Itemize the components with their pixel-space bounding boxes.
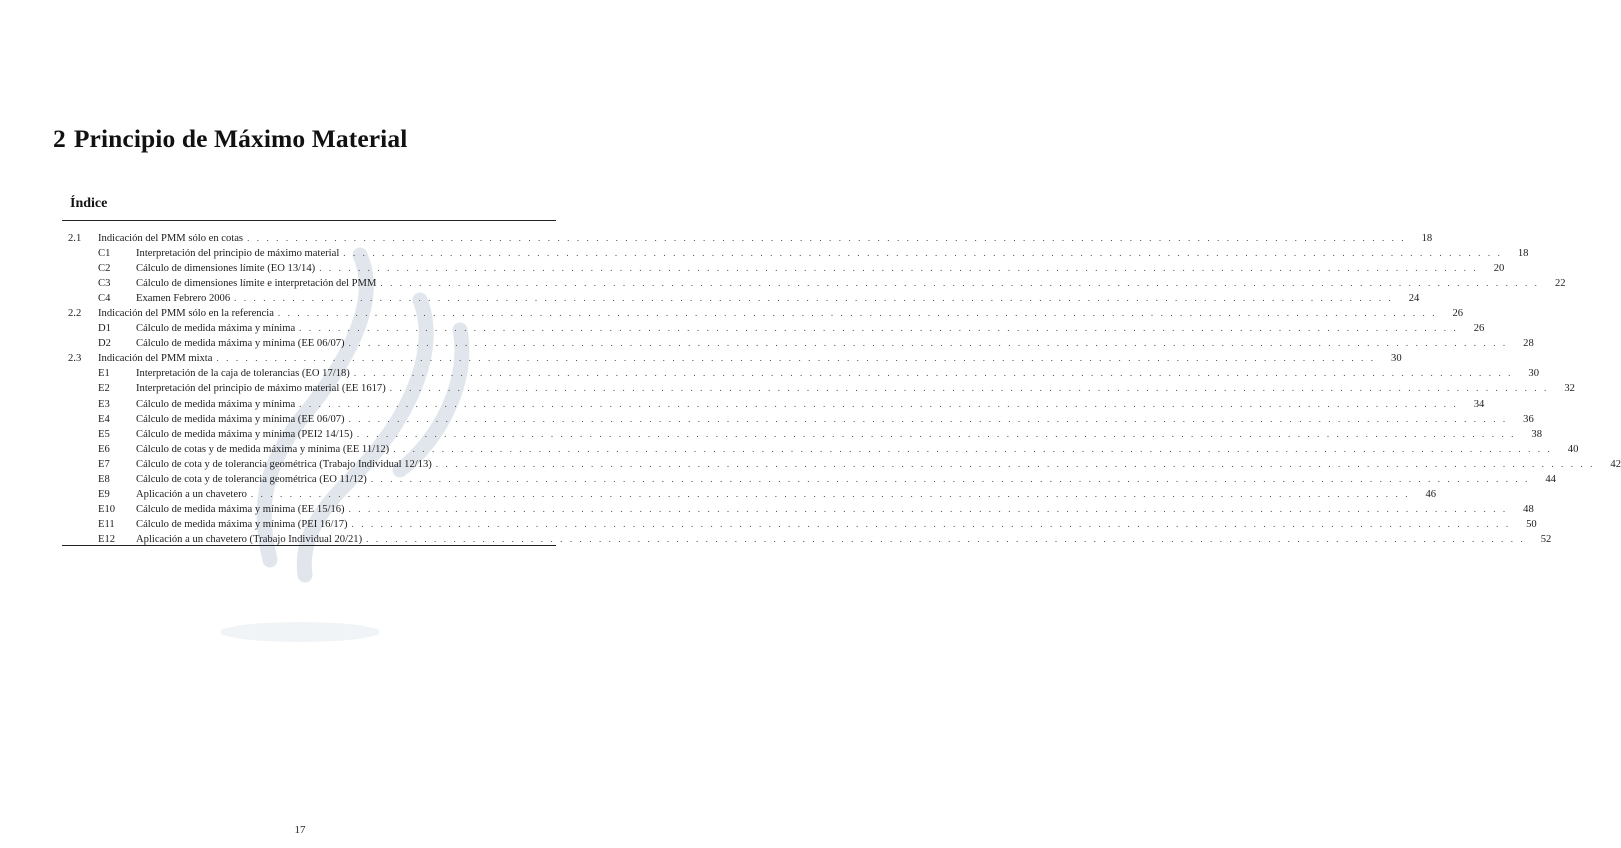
toc-entry-title: Cálculo de cota y de tolerancia geométrica (Trabajo Individual 12/13): [136, 458, 432, 470]
toc-entry-label: E9: [98, 488, 110, 500]
toc-section-number: 2.1: [68, 233, 82, 244]
toc-dot-leader: . . . . . . . . . . . . . . . . . . . . . . . . . . . . . . . . . . . . . . . . . . . . . . . . . . . . . . . . . . . . . . . . . . . . . . . . . . . . . . . . . . . . . . . . . . . . . . . . . . . . . . . . . . . . . . . . . . . . . . . .: [247, 233, 1407, 243]
toc-section[interactable]: [62, 351, 1402, 366]
toc-dot-leader: . . . . . . . . . . . . . . . . . . . . . . . . . . . . . . . . . . . . . . . . . . . . . . . . . . . . . . . . . . . . . . . . . . . . . . . . . . . . . . . . . . . . . . . . . . . . . . . . . . . . . . . . . . . . . . . . . . . . . . . .: [366, 533, 1526, 544]
toc-entry[interactable]: [62, 397, 1485, 412]
toc-page-number: 26: [1473, 323, 1485, 335]
toc-entry-title: Cálculo de medida máxima y mínima (PEI 16/17): [136, 518, 348, 530]
toc-entry-label: E11: [98, 518, 115, 530]
toc-dot-leader: . . . . . . . . . . . . . . . . . . . . . . . . . . . . . . . . . . . . . . . . . . . . . . . . . . . . . . . . . . . . . . . . . . . . . . . . . . . . . . . . . . . . . . . . . . . . . . . . . . . . . . . . . . . . . . . . . . . . . . . .: [343, 248, 1503, 259]
table-top-rule: [62, 220, 556, 221]
toc-entry-label: E4: [98, 413, 110, 425]
toc-entry-title: Cálculo de cota y de tolerancia geométrica (EO 11/12): [136, 473, 367, 485]
toc-entry-label: D2: [98, 338, 111, 350]
toc-dot-leader: . . . . . . . . . . . . . . . . . . . . . . . . . . . . . . . . . . . . . . . . . . . . . . . . . . . . . . . . . . . . . . . . . . . . . . . . . . . . . . . . . . . . . . . . . . . . . . . . . . . . . . . . . . . . . . . . . . . . . . . .: [319, 263, 1479, 274]
toc-entry[interactable]: [62, 321, 1485, 336]
toc-dot-leader: . . . . . . . . . . . . . . . . . . . . . . . . . . . . . . . . . . . . . . . . . . . . . . . . . . . . . . . . . . . . . . . . . . . . . . . . . . . . . . . . . . . . . . . . . . . . . . . . . . . . . . . . . . . . . . . . . . . . . . . .: [348, 503, 1508, 514]
toc-entry[interactable]: [62, 457, 1621, 472]
toc-section[interactable]: [62, 231, 1433, 246]
toc-entry-title: Cálculo de medida máxima y mínima (EE 15/16): [136, 503, 345, 515]
toc-entry[interactable]: [62, 427, 1542, 442]
toc-dot-leader: . . . . . . . . . . . . . . . . . . . . . . . . . . . . . . . . . . . . . . . . . . . . . . . . . . . . . . . . . . . . . . . . . . . . . . . . . . . . . . . . . . . . . . . . . . . . . . . . . . . . . . . . . . . . . . . . . . . . . . . .: [299, 323, 1459, 334]
toc-entry-label: E1: [98, 368, 110, 380]
toc-dot-leader: . . . . . . . . . . . . . . . . . . . . . . . . . . . . . . . . . . . . . . . . . . . . . . . . . . . . . . . . . . . . . . . . . . . . . . . . . . . . . . . . . . . . . . . . . . . . . . . . . . . . . . . . . . . . . . . . . . . . . . . .: [370, 473, 1530, 484]
watermark-shadow: [220, 622, 380, 642]
toc-entry-title: Cálculo de dimensiones límite (EO 13/14): [136, 263, 316, 275]
toc-entry-title: Cálculo de cotas y de medida máxima y mínima (EE 11/12): [136, 443, 390, 455]
toc-entry-title: Examen Febrero 2006: [136, 293, 231, 305]
toc-page-number: 36: [1523, 413, 1534, 425]
toc-section[interactable]: [62, 306, 1464, 321]
toc-entry-label: E10: [98, 503, 116, 515]
toc-entry-title: Indicación del PMM sólo en cotas: [98, 233, 244, 244]
toc-entry-label: E8: [98, 473, 110, 485]
toc-entry-title: Indicación del PMM sólo en la referencia: [98, 308, 274, 320]
toc-entry[interactable]: [62, 472, 1556, 487]
toc-entry-label: E3: [98, 398, 110, 410]
toc-page-number: 46: [1425, 488, 1437, 500]
toc-dot-leader: . . . . . . . . . . . . . . . . . . . . . . . . . . . . . . . . . . . . . . . . . . . . . . . . . . . . . . . . . . . . . . . . . . . . . . . . . . . . . . . . . . . . . . . . . . . . . . . . . . . . . . . . . . . . . . . . . . . . . . . .: [216, 353, 1376, 364]
toc-entry-title: Cálculo de medida máxima y mínima (PEI2 14/15): [136, 428, 353, 440]
toc-entry[interactable]: [62, 336, 1534, 351]
toc-page-number: 20: [1493, 263, 1505, 275]
toc-dot-leader: . . . . . . . . . . . . . . . . . . . . . . . . . . . . . . . . . . . . . . . . . . . . . . . . . . . . . . . . . . . . . . . . . . . . . . . . . . . . . . . . . . . . . . . . . . . . . . . . . . . . . . . . . . . . . . . . . . . . . . . .: [250, 488, 1411, 499]
toc-page-number: 30: [1528, 368, 1539, 380]
toc-entry-label: E2: [98, 383, 110, 395]
toc-dot-leader: . . . . . . . . . . . . . . . . . . . . . . . . . . . . . . . . . . . . . . . . . . . . . . . . . . . . . . . . . . . . . . . . . . . . . . . . . . . . . . . . . . . . . . . . . . . . . . . . . . . . . . . . . . . . . . . . . . . . . . . .: [348, 338, 1508, 349]
toc-entry-title: Interpretación de la caja de tolerancias (EO 17/18): [136, 368, 350, 380]
toc-entry-title: Interpretación del principio de máximo material (EE 1617): [136, 383, 386, 395]
toc-entry-label: E5: [98, 428, 110, 440]
index-heading: Índice: [70, 196, 108, 211]
toc-entry-title: Cálculo de dimensiones límite e interpretación del PMM: [136, 278, 377, 290]
toc-page-number: 22: [1554, 278, 1566, 290]
toc-dot-leader: . . . . . . . . . . . . . . . . . . . . . . . . . . . . . . . . . . . . . . . . . . . . . . . . . . . . . . . . . . . . . . . . . . . . . . . . . . . . . . . . . . . . . . . . . . . . . . . . . . . . . . . . . . . . . . . . . . . . . . . .: [277, 308, 1438, 319]
toc-page-number: 50: [1526, 518, 1537, 530]
toc-dot-leader: . . . . . . . . . . . . . . . . . . . . . . . . . . . . . . . . . . . . . . . . . . . . . . . . . . . . . . . . . . . . . . . . . . . . . . . . . . . . . . . . . . . . . . . . . . . . . . . . . . . . . . . . . . . . . . . . . . . . . . . .: [353, 368, 1513, 379]
toc-entry[interactable]: [62, 366, 1539, 381]
toc-page-number: 26: [1452, 308, 1464, 320]
toc-dot-leader: . . . . . . . . . . . . . . . . . . . . . . . . . . . . . . . . . . . . . . . . . . . . . . . . . . . . . . . . . . . . . . . . . . . . . . . . . . . . . . . . . . . . . . . . . . . . . . . . . . . . . . . . . . . . . . . . . . . . . . . .: [393, 443, 1553, 454]
toc-entry-title: Aplicación a un chavetero: [136, 488, 247, 500]
chapter-title: [53, 124, 407, 154]
toc-entry-title: Cálculo de medida máxima y mínima: [136, 323, 296, 335]
toc-section-number: 2.2: [68, 308, 82, 320]
toc-entry-title: Interpretación del principio de máximo material: [136, 248, 340, 260]
toc-dot-leader: . . . . . . . . . . . . . . . . . . . . . . . . . . . . . . . . . . . . . . . . . . . . . . . . . . . . . . . . . . . . . . . . . . . . . . . . . . . . . . . . . . . . . . . . . . . . . . . . . . . . . . . . . . . . . . . . . . . . . . . .: [299, 398, 1459, 409]
toc-page-number: 32: [1564, 383, 1575, 395]
chapter-number: 2: [53, 124, 66, 153]
table-of-contents: [62, 231, 1621, 547]
toc-entry-label: D1: [98, 323, 111, 335]
toc-page-number: 52: [1540, 533, 1552, 545]
toc-page-number: 18: [1517, 248, 1529, 260]
toc-dot-leader: . . . . . . . . . . . . . . . . . . . . . . . . . . . . . . . . . . . . . . . . . . . . . . . . . . . . . . . . . . . . . . . . . . . . . . . . . . . . . . . . . . . . . . . . . . . . . . . . . . . . . . . . . . . . . . . . . . . . . . . .: [435, 458, 1595, 469]
toc-entry-label: C3: [98, 278, 111, 290]
toc-page-number: 34: [1473, 398, 1485, 410]
toc-page-number: 30: [1391, 353, 1402, 365]
toc-entry-label: C1: [98, 248, 111, 260]
chapter-title-text: Principio de Máximo Material: [73, 124, 408, 153]
toc-entry-label: E7: [98, 458, 110, 470]
toc-dot-leader: . . . . . . . . . . . . . . . . . . . . . . . . . . . . . . . . . . . . . . . . . . . . . . . . . . . . . . . . . . . . . . . . . . . . . . . . . . . . . . . . . . . . . . . . . . . . . . . . . . . . . . . . . . . . . . . . . . . . . . . .: [389, 383, 1549, 394]
toc-page-number: 48: [1523, 503, 1534, 515]
toc-page-number: 40: [1567, 443, 1579, 455]
toc-entry-label: E6: [98, 443, 110, 455]
toc-dot-leader: . . . . . . . . . . . . . . . . . . . . . . . . . . . . . . . . . . . . . . . . . . . . . . . . . . . . . . . . . . . . . . . . . . . . . . . . . . . . . . . . . . . . . . . . . . . . . . . . . . . . . . . . . . . . . . . . . . . . . . . .: [234, 293, 1394, 304]
toc-entry-label: E12: [98, 533, 116, 545]
toc-entry[interactable]: [62, 412, 1534, 427]
toc-entry[interactable]: [62, 246, 1529, 261]
toc-dot-leader: . . . . . . . . . . . . . . . . . . . . . . . . . . . . . . . . . . . . . . . . . . . . . . . . . . . . . . . . . . . . . . . . . . . . . . . . . . . . . . . . . . . . . . . . . . . . . . . . . . . . . . . . . . . . . . . . . . . . . . . .: [380, 278, 1540, 289]
toc-entry[interactable]: [62, 276, 1566, 291]
toc-entry-title: Cálculo de medida máxima y mínima (EE 06/07): [136, 338, 345, 350]
toc-entry[interactable]: [62, 502, 1534, 517]
toc-page-number: 24: [1408, 293, 1420, 305]
toc-entry[interactable]: [62, 517, 1537, 532]
toc-entry-label: C4: [98, 293, 111, 305]
toc-entry-title: Indicación del PMM mixta: [98, 353, 213, 365]
toc-entry[interactable]: [62, 487, 1437, 502]
toc-dot-leader: . . . . . . . . . . . . . . . . . . . . . . . . . . . . . . . . . . . . . . . . . . . . . . . . . . . . . . . . . . . . . . . . . . . . . . . . . . . . . . . . . . . . . . . . . . . . . . . . . . . . . . . . . . . . . . . . . . . . . . . .: [351, 518, 1511, 529]
toc-dot-leader: . . . . . . . . . . . . . . . . . . . . . . . . . . . . . . . . . . . . . . . . . . . . . . . . . . . . . . . . . . . . . . . . . . . . . . . . . . . . . . . . . . . . . . . . . . . . . . . . . . . . . . . . . . . . . . . . . . . . . . . .: [356, 428, 1516, 439]
toc-entry[interactable]: [62, 442, 1579, 457]
toc-page-number: 42: [1610, 458, 1621, 470]
toc-page-number: 38: [1531, 428, 1542, 440]
table-bottom-rule: [62, 545, 556, 546]
toc-section-number: 2.3: [68, 353, 82, 365]
toc-entry[interactable]: [62, 261, 1505, 276]
toc-dot-leader: . . . . . . . . . . . . . . . . . . . . . . . . . . . . . . . . . . . . . . . . . . . . . . . . . . . . . . . . . . . . . . . . . . . . . . . . . . . . . . . . . . . . . . . . . . . . . . . . . . . . . . . . . . . . . . . . . . . . . . . .: [348, 413, 1508, 424]
toc-entry-title: Cálculo de medida máxima y mínima: [136, 398, 296, 410]
toc-entry-label: C2: [98, 263, 111, 275]
toc-entry[interactable]: [62, 381, 1575, 396]
toc-page-number: 18: [1421, 233, 1433, 244]
toc-entry-title: Aplicación a un chavetero (Trabajo Individual 20/21): [136, 533, 363, 545]
toc-page-number: 28: [1523, 338, 1534, 350]
toc-entry[interactable]: [62, 291, 1420, 306]
toc-entry-title: Cálculo de medida máxima y mínima (EE 06/07): [136, 413, 345, 425]
toc-page-number: 44: [1545, 473, 1556, 485]
page-number: 17: [294, 824, 306, 836]
